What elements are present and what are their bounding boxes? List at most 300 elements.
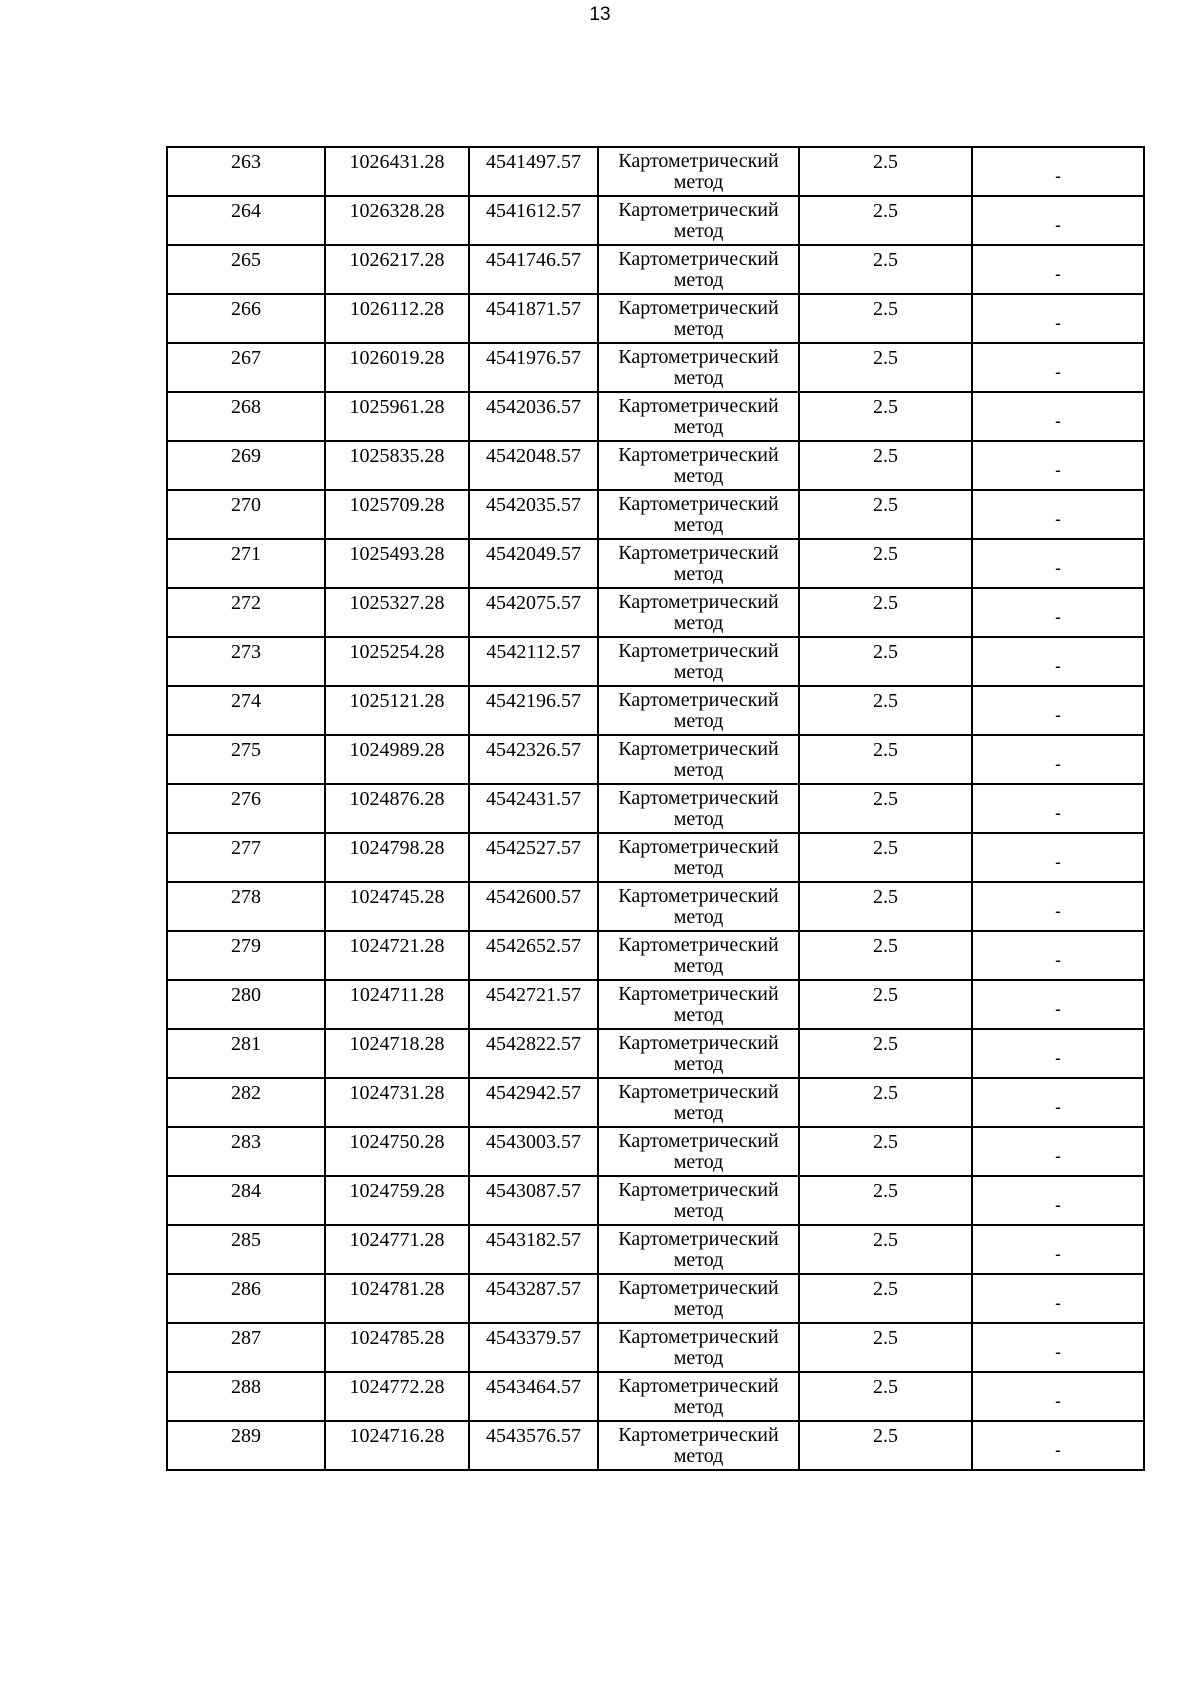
point-number-cell bbox=[167, 784, 325, 833]
y-coordinate-cell bbox=[469, 833, 598, 882]
x-coordinate-value: 1025835.28 bbox=[349, 445, 445, 467]
x-coordinate-value: 1024745.28 bbox=[349, 886, 445, 908]
method-text bbox=[599, 981, 798, 1027]
y-coordinate-value: 4541976.57 bbox=[486, 347, 581, 369]
y-coordinate-cell bbox=[469, 343, 598, 392]
precision-cell bbox=[799, 1029, 972, 1078]
method-line-2: метод bbox=[673, 1053, 724, 1075]
precision-cell bbox=[799, 980, 972, 1029]
x-coordinate-cell bbox=[325, 784, 469, 833]
method-line-2: метод bbox=[673, 171, 724, 193]
method-line-1: Картометрический bbox=[618, 297, 779, 319]
note-value: - bbox=[1055, 1096, 1061, 1117]
point-number-cell bbox=[167, 1127, 325, 1176]
note-value: - bbox=[1055, 312, 1061, 333]
x-coordinate-value: 1026217.28 bbox=[349, 249, 445, 271]
note-value: - bbox=[1055, 1439, 1061, 1460]
y-coordinate-value: 4542048.57 bbox=[486, 445, 581, 467]
method-text bbox=[599, 148, 798, 194]
note-value: - bbox=[1055, 508, 1061, 529]
point-number-value: 268 bbox=[231, 396, 261, 418]
y-coordinate-cell bbox=[469, 735, 598, 784]
point-number-value: 289 bbox=[231, 1425, 261, 1447]
note-value: - bbox=[1055, 1145, 1061, 1166]
x-coordinate-cell bbox=[325, 833, 469, 882]
note-cell bbox=[972, 1176, 1144, 1225]
point-number-value: 279 bbox=[231, 935, 261, 957]
method-text bbox=[599, 1079, 798, 1125]
point-number-value: 275 bbox=[231, 739, 261, 761]
note-cell bbox=[972, 588, 1144, 637]
precision-value: 2.5 bbox=[873, 984, 898, 1006]
point-number-cell bbox=[167, 637, 325, 686]
note-cell bbox=[972, 196, 1144, 245]
method-line-1: Картометрический bbox=[618, 493, 779, 515]
x-coordinate-value: 1024876.28 bbox=[349, 788, 445, 810]
precision-cell bbox=[799, 637, 972, 686]
method-text bbox=[599, 638, 798, 684]
note-cell bbox=[972, 931, 1144, 980]
point-number-cell bbox=[167, 294, 325, 343]
note-value: - bbox=[1055, 606, 1061, 627]
precision-value: 2.5 bbox=[873, 347, 898, 369]
note-cell bbox=[972, 980, 1144, 1029]
point-number-cell bbox=[167, 1421, 325, 1470]
method-text bbox=[599, 736, 798, 782]
table-row bbox=[167, 1029, 1144, 1078]
precision-cell bbox=[799, 1372, 972, 1421]
y-coordinate-cell bbox=[469, 1176, 598, 1225]
note-cell bbox=[972, 784, 1144, 833]
method-cell bbox=[598, 735, 799, 784]
method-line-2: метод bbox=[673, 220, 724, 242]
precision-value: 2.5 bbox=[873, 788, 898, 810]
method-line-1: Картометрический bbox=[618, 836, 779, 858]
method-line-1: Картометрический bbox=[618, 346, 779, 368]
page-number: 13 bbox=[589, 4, 611, 25]
point-number-cell bbox=[167, 686, 325, 735]
method-line-2: метод bbox=[673, 269, 724, 291]
precision-value: 2.5 bbox=[873, 396, 898, 418]
note-value: - bbox=[1055, 704, 1061, 725]
precision-value: 2.5 bbox=[873, 886, 898, 908]
method-text bbox=[599, 246, 798, 292]
note-cell bbox=[972, 441, 1144, 490]
point-number-value: 272 bbox=[231, 592, 261, 614]
x-coordinate-value: 1025254.28 bbox=[349, 641, 445, 663]
method-text bbox=[599, 834, 798, 880]
precision-value: 2.5 bbox=[873, 249, 898, 271]
x-coordinate-cell bbox=[325, 1372, 469, 1421]
method-line-2: метод bbox=[673, 1396, 724, 1418]
y-coordinate-value: 4542075.57 bbox=[486, 592, 581, 614]
y-coordinate-value: 4541497.57 bbox=[486, 151, 581, 173]
x-coordinate-cell bbox=[325, 245, 469, 294]
method-line-1: Картометрический bbox=[618, 934, 779, 956]
method-line-1: Картометрический bbox=[618, 444, 779, 466]
y-coordinate-value: 4543003.57 bbox=[486, 1131, 581, 1153]
precision-value: 2.5 bbox=[873, 1033, 898, 1055]
note-value: - bbox=[1055, 851, 1061, 872]
y-coordinate-cell bbox=[469, 1029, 598, 1078]
method-cell bbox=[598, 196, 799, 245]
precision-cell bbox=[799, 882, 972, 931]
table-row bbox=[167, 539, 1144, 588]
precision-value: 2.5 bbox=[873, 151, 898, 173]
point-number-cell bbox=[167, 980, 325, 1029]
x-coordinate-cell bbox=[325, 1323, 469, 1372]
table-row bbox=[167, 882, 1144, 931]
precision-cell bbox=[799, 686, 972, 735]
point-number-cell bbox=[167, 343, 325, 392]
method-line-1: Картометрический bbox=[618, 395, 779, 417]
note-cell bbox=[972, 490, 1144, 539]
x-coordinate-cell bbox=[325, 1127, 469, 1176]
y-coordinate-cell bbox=[469, 1225, 598, 1274]
table-row bbox=[167, 735, 1144, 784]
point-number-cell bbox=[167, 1323, 325, 1372]
point-number-cell bbox=[167, 490, 325, 539]
table-row bbox=[167, 294, 1144, 343]
method-line-2: метод bbox=[673, 661, 724, 683]
point-number-cell bbox=[167, 245, 325, 294]
table-row bbox=[167, 686, 1144, 735]
method-line-1: Картометрический bbox=[618, 1326, 779, 1348]
method-cell bbox=[598, 441, 799, 490]
x-coordinate-cell bbox=[325, 441, 469, 490]
precision-value: 2.5 bbox=[873, 298, 898, 320]
note-value: - bbox=[1055, 1047, 1061, 1068]
x-coordinate-cell bbox=[325, 1274, 469, 1323]
method-cell bbox=[598, 1225, 799, 1274]
y-coordinate-cell bbox=[469, 980, 598, 1029]
point-number-value: 282 bbox=[231, 1082, 261, 1104]
method-cell bbox=[598, 686, 799, 735]
precision-value: 2.5 bbox=[873, 837, 898, 859]
y-coordinate-value: 4542036.57 bbox=[486, 396, 581, 418]
table-row bbox=[167, 931, 1144, 980]
x-coordinate-cell bbox=[325, 882, 469, 931]
y-coordinate-value: 4542326.57 bbox=[486, 739, 581, 761]
coordinates-table-body bbox=[167, 147, 1144, 1470]
method-line-2: метод bbox=[673, 318, 724, 340]
precision-cell bbox=[799, 588, 972, 637]
y-coordinate-cell bbox=[469, 784, 598, 833]
method-text bbox=[599, 540, 798, 586]
y-coordinate-cell bbox=[469, 931, 598, 980]
y-coordinate-cell bbox=[469, 1127, 598, 1176]
y-coordinate-value: 4542431.57 bbox=[486, 788, 581, 810]
point-number-value: 287 bbox=[231, 1327, 261, 1349]
point-number-cell bbox=[167, 1176, 325, 1225]
x-coordinate-cell bbox=[325, 1421, 469, 1470]
table-row bbox=[167, 196, 1144, 245]
point-number-value: 280 bbox=[231, 984, 261, 1006]
table-row bbox=[167, 1127, 1144, 1176]
note-cell bbox=[972, 392, 1144, 441]
note-cell bbox=[972, 686, 1144, 735]
note-cell bbox=[972, 833, 1144, 882]
method-cell bbox=[598, 1078, 799, 1127]
precision-cell bbox=[799, 931, 972, 980]
y-coordinate-value: 4543287.57 bbox=[486, 1278, 581, 1300]
method-text bbox=[599, 1030, 798, 1076]
precision-value: 2.5 bbox=[873, 1425, 898, 1447]
x-coordinate-value: 1025493.28 bbox=[349, 543, 445, 565]
note-value: - bbox=[1055, 1390, 1061, 1411]
point-number-value: 271 bbox=[231, 543, 261, 565]
point-number-cell bbox=[167, 1029, 325, 1078]
precision-cell bbox=[799, 1323, 972, 1372]
point-number-value: 281 bbox=[231, 1033, 261, 1055]
method-cell bbox=[598, 1323, 799, 1372]
precision-cell bbox=[799, 1078, 972, 1127]
precision-cell bbox=[799, 490, 972, 539]
precision-cell bbox=[799, 735, 972, 784]
method-cell bbox=[598, 1421, 799, 1470]
precision-cell bbox=[799, 1421, 972, 1470]
note-value: - bbox=[1055, 998, 1061, 1019]
point-number-cell bbox=[167, 833, 325, 882]
note-value: - bbox=[1055, 263, 1061, 284]
y-coordinate-cell bbox=[469, 196, 598, 245]
method-text bbox=[599, 589, 798, 635]
method-line-1: Картометрический bbox=[618, 983, 779, 1005]
point-number-cell bbox=[167, 931, 325, 980]
method-line-1: Картометрический bbox=[618, 885, 779, 907]
y-coordinate-value: 4542942.57 bbox=[486, 1082, 581, 1104]
y-coordinate-value: 4542527.57 bbox=[486, 837, 581, 859]
method-text bbox=[599, 1177, 798, 1223]
precision-cell bbox=[799, 343, 972, 392]
table-row bbox=[167, 1225, 1144, 1274]
note-value: - bbox=[1055, 214, 1061, 235]
method-cell bbox=[598, 1274, 799, 1323]
y-coordinate-cell bbox=[469, 147, 598, 196]
method-cell bbox=[598, 245, 799, 294]
method-line-2: метод bbox=[673, 857, 724, 879]
precision-cell bbox=[799, 294, 972, 343]
table-row bbox=[167, 980, 1144, 1029]
precision-cell bbox=[799, 1225, 972, 1274]
note-value: - bbox=[1055, 655, 1061, 676]
y-coordinate-cell bbox=[469, 1372, 598, 1421]
note-cell bbox=[972, 735, 1144, 784]
method-line-1: Картометрический bbox=[618, 787, 779, 809]
method-text bbox=[599, 197, 798, 243]
note-value: - bbox=[1055, 165, 1061, 186]
precision-cell bbox=[799, 1176, 972, 1225]
method-line-2: метод bbox=[673, 1004, 724, 1026]
x-coordinate-cell bbox=[325, 147, 469, 196]
x-coordinate-value: 1026112.28 bbox=[349, 298, 445, 320]
precision-value: 2.5 bbox=[873, 494, 898, 516]
note-cell bbox=[972, 294, 1144, 343]
method-cell bbox=[598, 1127, 799, 1176]
method-line-2: метод bbox=[673, 955, 724, 977]
x-coordinate-value: 1025961.28 bbox=[349, 396, 445, 418]
y-coordinate-value: 4542600.57 bbox=[486, 886, 581, 908]
point-number-value: 283 bbox=[231, 1131, 261, 1153]
method-line-1: Картометрический bbox=[618, 542, 779, 564]
y-coordinate-value: 4542196.57 bbox=[486, 690, 581, 712]
method-line-2: метод bbox=[673, 416, 724, 438]
method-cell bbox=[598, 490, 799, 539]
x-coordinate-value: 1024759.28 bbox=[349, 1180, 445, 1202]
method-cell bbox=[598, 588, 799, 637]
y-coordinate-cell bbox=[469, 245, 598, 294]
x-coordinate-cell bbox=[325, 343, 469, 392]
precision-value: 2.5 bbox=[873, 1131, 898, 1153]
x-coordinate-value: 1024750.28 bbox=[349, 1131, 445, 1153]
note-cell bbox=[972, 1078, 1144, 1127]
point-number-cell bbox=[167, 735, 325, 784]
y-coordinate-value: 4543576.57 bbox=[486, 1425, 581, 1447]
note-value: - bbox=[1055, 557, 1061, 578]
table-row bbox=[167, 833, 1144, 882]
method-cell bbox=[598, 147, 799, 196]
y-coordinate-cell bbox=[469, 686, 598, 735]
y-coordinate-cell bbox=[469, 1421, 598, 1470]
table-row bbox=[167, 1421, 1144, 1470]
y-coordinate-cell bbox=[469, 490, 598, 539]
x-coordinate-value: 1025121.28 bbox=[349, 690, 445, 712]
y-coordinate-value: 4542049.57 bbox=[486, 543, 581, 565]
method-line-1: Картометрический bbox=[618, 150, 779, 172]
point-number-value: 285 bbox=[231, 1229, 261, 1251]
point-number-cell bbox=[167, 588, 325, 637]
precision-value: 2.5 bbox=[873, 1376, 898, 1398]
method-line-2: метод bbox=[673, 367, 724, 389]
precision-value: 2.5 bbox=[873, 1229, 898, 1251]
table-row bbox=[167, 1078, 1144, 1127]
x-coordinate-value: 1024731.28 bbox=[349, 1082, 445, 1104]
note-cell bbox=[972, 343, 1144, 392]
method-cell bbox=[598, 980, 799, 1029]
precision-value: 2.5 bbox=[873, 739, 898, 761]
x-coordinate-value: 1026431.28 bbox=[349, 151, 445, 173]
y-coordinate-cell bbox=[469, 637, 598, 686]
method-text bbox=[599, 1226, 798, 1272]
method-cell bbox=[598, 637, 799, 686]
x-coordinate-cell bbox=[325, 539, 469, 588]
precision-cell bbox=[799, 1274, 972, 1323]
precision-value: 2.5 bbox=[873, 641, 898, 663]
note-cell bbox=[972, 1372, 1144, 1421]
method-line-1: Картометрический bbox=[618, 640, 779, 662]
method-text bbox=[599, 344, 798, 390]
y-coordinate-cell bbox=[469, 441, 598, 490]
precision-value: 2.5 bbox=[873, 935, 898, 957]
x-coordinate-value: 1026019.28 bbox=[349, 347, 445, 369]
y-coordinate-value: 4542822.57 bbox=[486, 1033, 581, 1055]
method-line-1: Картометрический bbox=[618, 1424, 779, 1446]
note-cell bbox=[972, 1029, 1144, 1078]
y-coordinate-value: 4541612.57 bbox=[486, 200, 581, 222]
note-cell bbox=[972, 1274, 1144, 1323]
table-row bbox=[167, 392, 1144, 441]
x-coordinate-cell bbox=[325, 196, 469, 245]
method-line-1: Картометрический bbox=[618, 591, 779, 613]
x-coordinate-value: 1024718.28 bbox=[349, 1033, 445, 1055]
x-coordinate-cell bbox=[325, 588, 469, 637]
precision-value: 2.5 bbox=[873, 445, 898, 467]
table-row bbox=[167, 1274, 1144, 1323]
point-number-cell bbox=[167, 392, 325, 441]
y-coordinate-value: 4543087.57 bbox=[486, 1180, 581, 1202]
table-row bbox=[167, 490, 1144, 539]
coordinates-table bbox=[166, 146, 1145, 1471]
x-coordinate-cell bbox=[325, 490, 469, 539]
note-value: - bbox=[1055, 410, 1061, 431]
method-line-1: Картометрический bbox=[618, 1081, 779, 1103]
method-line-2: метод bbox=[673, 1298, 724, 1320]
method-text bbox=[599, 1275, 798, 1321]
x-coordinate-cell bbox=[325, 980, 469, 1029]
method-line-2: метод bbox=[673, 1445, 724, 1467]
method-line-2: метод bbox=[673, 1102, 724, 1124]
note-value: - bbox=[1055, 1341, 1061, 1362]
table-row bbox=[167, 588, 1144, 637]
x-coordinate-value: 1024989.28 bbox=[349, 739, 445, 761]
note-cell bbox=[972, 1323, 1144, 1372]
precision-value: 2.5 bbox=[873, 200, 898, 222]
x-coordinate-value: 1025327.28 bbox=[349, 592, 445, 614]
x-coordinate-value: 1025709.28 bbox=[349, 494, 445, 516]
table-row bbox=[167, 1323, 1144, 1372]
y-coordinate-value: 4542035.57 bbox=[486, 494, 581, 516]
precision-cell bbox=[799, 196, 972, 245]
point-number-value: 286 bbox=[231, 1278, 261, 1300]
point-number-value: 270 bbox=[231, 494, 261, 516]
point-number-value: 264 bbox=[231, 200, 261, 222]
note-cell bbox=[972, 637, 1144, 686]
note-value: - bbox=[1055, 900, 1061, 921]
point-number-cell bbox=[167, 539, 325, 588]
table-row bbox=[167, 784, 1144, 833]
y-coordinate-value: 4542652.57 bbox=[486, 935, 581, 957]
method-cell bbox=[598, 1176, 799, 1225]
method-line-2: метод bbox=[673, 710, 724, 732]
method-cell bbox=[598, 1029, 799, 1078]
x-coordinate-cell bbox=[325, 1029, 469, 1078]
note-cell bbox=[972, 539, 1144, 588]
x-coordinate-cell bbox=[325, 931, 469, 980]
note-cell bbox=[972, 1421, 1144, 1470]
method-text bbox=[599, 785, 798, 831]
precision-cell bbox=[799, 441, 972, 490]
note-value: - bbox=[1055, 802, 1061, 823]
precision-cell bbox=[799, 147, 972, 196]
point-number-cell bbox=[167, 441, 325, 490]
x-coordinate-cell bbox=[325, 1225, 469, 1274]
point-number-cell bbox=[167, 1225, 325, 1274]
precision-value: 2.5 bbox=[873, 543, 898, 565]
table-row bbox=[167, 1176, 1144, 1225]
point-number-cell bbox=[167, 147, 325, 196]
precision-cell bbox=[799, 833, 972, 882]
y-coordinate-value: 4541871.57 bbox=[486, 298, 581, 320]
precision-value: 2.5 bbox=[873, 1327, 898, 1349]
point-number-value: 276 bbox=[231, 788, 261, 810]
method-text bbox=[599, 442, 798, 488]
method-line-1: Картометрический bbox=[618, 689, 779, 711]
point-number-cell bbox=[167, 882, 325, 931]
method-text bbox=[599, 1373, 798, 1419]
method-text bbox=[599, 687, 798, 733]
table-row bbox=[167, 1372, 1144, 1421]
y-coordinate-cell bbox=[469, 392, 598, 441]
